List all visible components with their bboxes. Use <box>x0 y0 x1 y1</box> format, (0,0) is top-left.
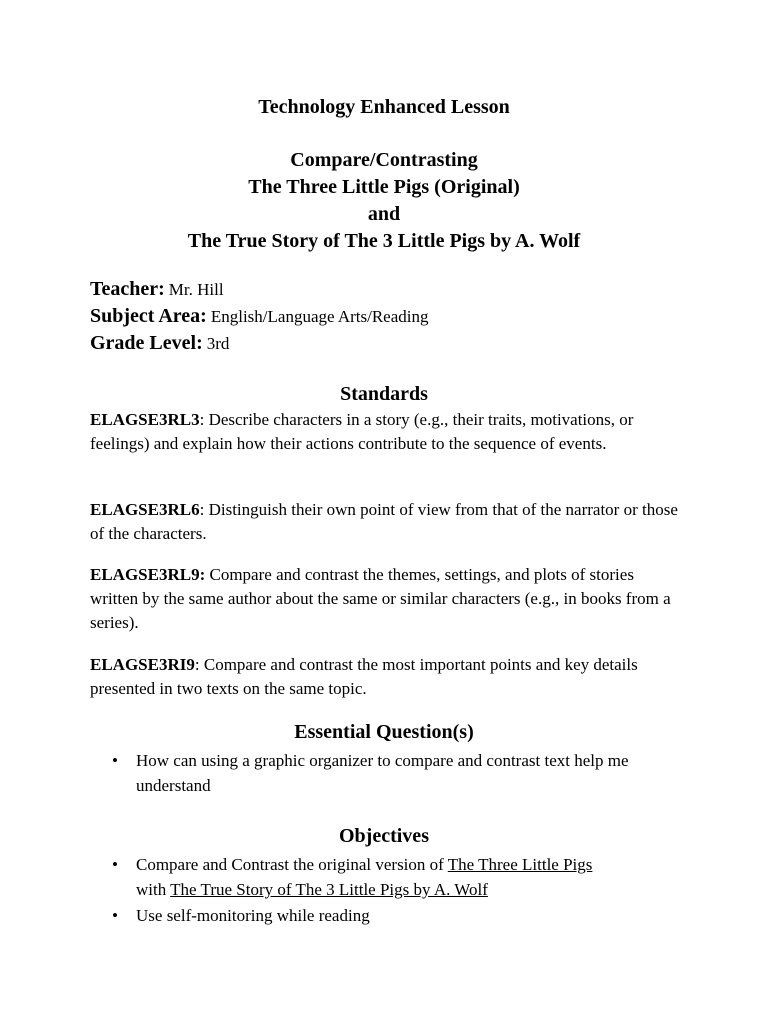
subject-row <box>90 303 429 331</box>
grade-label: Grade Level: <box>90 332 203 354</box>
book-title-original: The Three Little Pigs <box>447 855 593 874</box>
objective-item <box>136 852 696 902</box>
standard-item <box>90 563 680 635</box>
subject-value: English/Language Arts/Reading <box>210 307 429 326</box>
teacher-value: Mr. Hill <box>168 280 224 299</box>
standard-code: ELAGSE3RI9 <box>90 655 195 674</box>
standard-code: ELAGSE3RL9: <box>90 565 206 584</box>
objective-text: with <box>136 880 171 899</box>
topic-line-2: The Three Little Pigs (Original) <box>248 176 520 198</box>
teacher-label: Teacher: <box>90 278 165 300</box>
standard-item <box>90 498 680 546</box>
objectives-heading: Objectives <box>339 825 429 847</box>
topic-line-4: The True Story of The 3 Little Pigs by A. Wolf <box>187 230 581 252</box>
standards-heading: Standards <box>340 383 428 405</box>
standard-sep: : <box>194 655 200 674</box>
bullet-icon: • <box>112 751 118 770</box>
subject-label: Subject Area: <box>90 305 207 327</box>
lesson-title: Technology Enhanced Lesson <box>258 96 510 118</box>
essential-heading: Essential Question(s) <box>294 721 474 743</box>
standard-text: Compare and contrast the themes, settings, and plots of stories written by the same author about the same or similar characters (e.g., in books from a series). <box>90 565 671 632</box>
teacher-row <box>90 276 224 304</box>
bullet-icon: • <box>112 855 118 874</box>
standard-sep: : <box>199 500 205 519</box>
standard-text: Compare and contrast the most important points and key details presented in two texts on the same topic. <box>90 655 638 698</box>
objective-item: Use self-monitoring while reading <box>136 906 370 925</box>
standard-text: Distinguish their own point of view from that of the narrator or those of the characters. <box>90 500 678 543</box>
grade-row <box>90 330 229 358</box>
topic-line-1: Compare/Contrasting <box>290 149 478 171</box>
standard-code: ELAGSE3RL3 <box>90 410 200 429</box>
topic-line-3: and <box>367 203 401 225</box>
standard-item <box>90 653 680 701</box>
objective-text: Compare and Contrast the original version of <box>136 855 448 874</box>
standard-code: ELAGSE3RL6 <box>90 500 200 519</box>
standard-sep: : <box>199 410 205 429</box>
bullet-icon: • <box>112 906 118 925</box>
book-title-wolf: The True Story of The 3 Little Pigs by A. Wolf <box>170 880 488 899</box>
essential-question: How can using a graphic organizer to compare and contrast text help me understand <box>136 751 629 795</box>
grade-value: 3rd <box>206 334 230 353</box>
standard-text: Describe characters in a story (e.g., their traits, motivations, or feelings) and explain how their actions contribute to the sequence of events. <box>90 410 634 453</box>
standard-item <box>90 408 680 456</box>
